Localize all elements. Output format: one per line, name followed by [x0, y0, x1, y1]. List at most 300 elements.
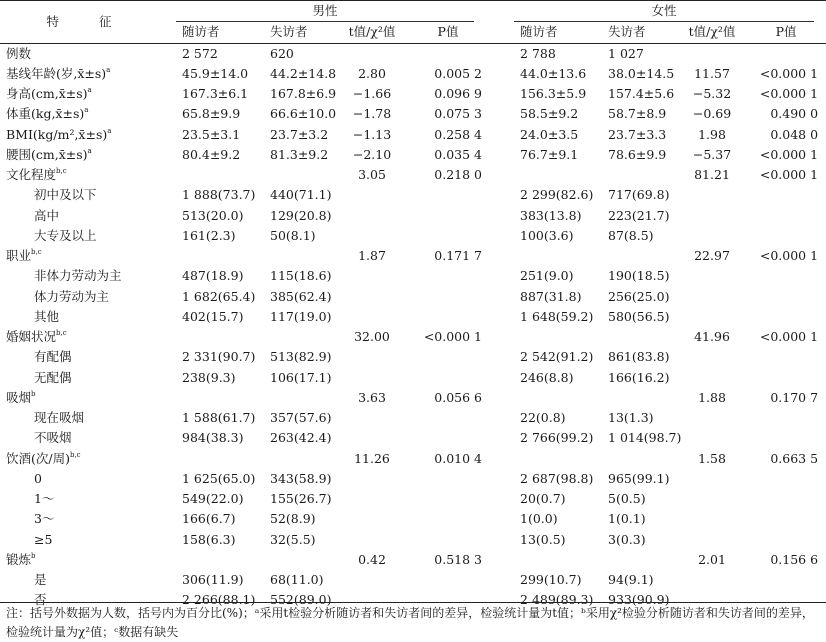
row-label	[0, 368, 158, 388]
row-label-text: 1～	[34, 491, 55, 506]
header-male-followed: 随访者	[158, 22, 254, 43]
cell-male-followed: 984(38.3)	[182, 430, 244, 446]
table-row	[0, 347, 826, 367]
cell-male-pval	[406, 287, 490, 307]
cell-female-followed	[490, 327, 588, 347]
row-label-text: 高中	[34, 207, 60, 223]
cell-male-tstat	[338, 509, 406, 529]
cell-female-lost: 1(0.1)	[608, 511, 646, 527]
cell-female-pval	[746, 469, 826, 489]
cell-male-followed	[158, 449, 254, 469]
cell-male-pval: 0.518 3	[434, 551, 483, 567]
cell-male-lost: 263(42.4)	[270, 430, 332, 446]
cell-female-followed: 383(13.8)	[520, 207, 582, 223]
cell-female-tstat: 22.97	[694, 248, 730, 263]
cell-male-tstat: 1.87	[358, 248, 386, 263]
cell-female-lost: 58.7±8.9	[608, 106, 667, 122]
cell-female-lost	[588, 449, 678, 469]
cell-female-tstat	[678, 206, 746, 226]
table-row	[0, 287, 826, 307]
cell-female-pval: <0.000 1	[759, 86, 819, 101]
cell-female-lost	[588, 165, 678, 185]
row-label-footnote-mark: a	[87, 86, 92, 94]
table-row	[0, 145, 826, 165]
cell-female-pval	[746, 226, 826, 246]
cell-female-tstat: 2.01	[698, 551, 726, 567]
cell-female-lost	[588, 550, 678, 570]
cell-female-tstat	[678, 509, 746, 529]
cell-female-followed: 76.7±9.1	[520, 146, 579, 162]
row-label-text: 文化程度	[6, 167, 57, 182]
cell-female-pval	[746, 43, 826, 64]
cell-female-lost: 23.7±3.3	[608, 126, 667, 142]
row-label-text: 职业	[6, 248, 32, 263]
header-male-pval: P值	[406, 22, 490, 43]
row-label	[0, 327, 158, 347]
row-label-text: BMI(kg/m²,x̄±s)	[6, 126, 108, 142]
table-row	[0, 428, 826, 448]
table-row	[0, 266, 826, 286]
table-row	[0, 185, 826, 205]
row-label-footnote-mark: b,c	[56, 167, 67, 175]
row-label-text: 初中及以下	[34, 187, 97, 203]
cell-male-followed: 161(2.3)	[182, 227, 236, 243]
cell-male-followed: 2 572	[182, 45, 218, 61]
cell-female-lost: 3(0.3)	[608, 531, 646, 547]
cell-male-tstat: −1.13	[352, 126, 392, 142]
cell-male-lost: 81.3±9.2	[270, 146, 329, 162]
cell-male-pval	[406, 408, 490, 428]
cell-male-lost: 32(5.5)	[270, 531, 316, 547]
row-label-text: 无配偶	[34, 369, 72, 385]
cell-male-followed: 238(9.3)	[182, 369, 236, 385]
cell-female-lost: 166(16.2)	[608, 369, 670, 385]
row-label	[0, 246, 158, 266]
row-label-text: 否	[34, 592, 47, 608]
cell-female-pval: 0.170 7	[770, 389, 819, 405]
row-label-text: 吸烟	[6, 389, 32, 405]
row-label	[0, 206, 158, 226]
cell-female-followed	[490, 550, 588, 570]
cell-female-pval: <0.000 1	[759, 65, 819, 81]
row-label-text: ≥5	[34, 531, 53, 547]
cell-female-lost: 157.4±5.6	[608, 86, 675, 101]
row-label-text: 不吸烟	[34, 430, 72, 446]
cell-male-tstat	[338, 266, 406, 286]
row-label-footnote-mark: b,c	[69, 450, 81, 459]
cell-female-tstat	[678, 307, 746, 327]
cell-male-lost	[254, 550, 338, 570]
cell-male-pval	[406, 368, 490, 388]
cell-female-lost: 1 027	[608, 45, 644, 61]
cell-female-tstat	[678, 287, 746, 307]
cell-female-followed: 251(9.0)	[520, 268, 574, 284]
table-row	[0, 550, 826, 570]
cell-female-followed: 2 687(98.8)	[520, 470, 594, 486]
cell-male-tstat	[338, 570, 406, 590]
cell-female-tstat: 1.88	[698, 389, 726, 405]
cell-male-pval: 0.171 7	[434, 248, 483, 263]
cell-female-tstat	[678, 428, 746, 448]
table-row	[0, 388, 826, 408]
cell-female-pval: <0.000 1	[759, 248, 819, 263]
cell-female-followed: 20(0.7)	[520, 491, 566, 506]
row-label-footnote-mark: b	[31, 551, 36, 560]
cell-male-followed: 80.4±9.2	[182, 146, 241, 162]
cell-male-followed	[158, 388, 254, 408]
cell-female-followed: 24.0±3.5	[520, 126, 579, 142]
row-label	[0, 43, 158, 64]
row-label-text: 其他	[34, 308, 60, 324]
cell-male-pval	[406, 509, 490, 529]
table-row	[0, 469, 826, 489]
row-label-footnote-mark: b,c	[56, 329, 67, 337]
row-label	[0, 489, 158, 509]
cell-female-followed: 2 299(82.6)	[520, 187, 594, 203]
row-label-footnote-mark: a	[106, 65, 111, 74]
cell-male-lost	[254, 327, 338, 347]
cell-female-lost: 580(56.5)	[608, 308, 670, 324]
row-label-text: 饮酒(次/周)	[6, 450, 70, 466]
cell-male-tstat: −1.66	[352, 86, 392, 101]
cell-female-followed: 1 648(59.2)	[520, 308, 594, 324]
cell-male-followed: 1 625(65.0)	[182, 470, 256, 486]
cell-female-lost: 38.0±14.5	[608, 65, 675, 81]
row-label	[0, 266, 158, 286]
cell-female-pval	[746, 509, 826, 529]
row-label	[0, 125, 158, 145]
row-label-text: 腰围(cm,x̄±s)	[6, 146, 88, 162]
cell-female-followed: 1(0.0)	[520, 511, 558, 527]
cell-male-tstat: −1.78	[352, 106, 392, 122]
cell-male-tstat: 3.05	[358, 167, 386, 182]
cell-male-tstat: 11.26	[354, 450, 390, 466]
cell-female-followed	[490, 449, 588, 469]
cell-male-lost: 66.6±10.0	[270, 106, 337, 122]
cell-female-tstat	[678, 347, 746, 367]
table-row	[0, 408, 826, 428]
row-label-text: 体力劳动为主	[34, 288, 110, 304]
table-row	[0, 104, 826, 124]
cell-male-pval: 0.010 4	[434, 450, 483, 466]
table-row	[0, 165, 826, 185]
table-row	[0, 84, 826, 104]
cell-male-tstat: 2.80	[358, 65, 386, 81]
cell-male-lost: 385(62.4)	[270, 288, 332, 304]
table-row	[0, 206, 826, 226]
cell-female-lost: 78.6±9.9	[608, 146, 667, 162]
cell-male-pval	[406, 307, 490, 327]
cell-male-pval: 0.035 4	[434, 146, 483, 162]
cell-female-followed: 100(3.6)	[520, 227, 574, 243]
header-feature: 特 征	[0, 1, 158, 44]
cell-male-pval	[406, 530, 490, 550]
cell-male-lost: 44.2±14.8	[270, 65, 337, 81]
cell-female-pval	[746, 347, 826, 367]
cell-male-pval: 0.005 2	[434, 65, 483, 81]
row-label-text: 非体力劳动为主	[34, 268, 122, 284]
cell-female-pval	[746, 428, 826, 448]
cell-male-lost	[254, 165, 338, 185]
cell-male-followed: 23.5±3.1	[182, 126, 241, 142]
cell-female-tstat	[678, 530, 746, 550]
cell-male-followed: 158(6.3)	[182, 531, 236, 547]
cell-male-lost: 343(58.9)	[270, 470, 332, 486]
cell-female-lost: 87(8.5)	[608, 227, 654, 243]
cell-male-lost: 513(82.9)	[270, 349, 332, 365]
cell-male-lost: 155(26.7)	[270, 491, 332, 506]
cell-male-lost: 167.8±6.9	[270, 86, 337, 101]
row-label	[0, 408, 158, 428]
cell-female-lost	[588, 327, 678, 347]
cell-male-tstat	[338, 347, 406, 367]
cell-male-tstat	[338, 206, 406, 226]
cell-male-tstat	[338, 469, 406, 489]
cell-female-lost: 223(21.7)	[608, 207, 670, 223]
cell-male-pval	[406, 347, 490, 367]
cell-female-tstat	[678, 226, 746, 246]
header-male-tstat: t值/χ²值	[338, 22, 406, 43]
cell-female-followed: 58.5±9.2	[520, 106, 579, 122]
cell-female-pval: 0.490 0	[770, 106, 819, 122]
cell-male-pval: 0.218 0	[434, 167, 483, 182]
cell-male-followed: 167.3±6.1	[182, 86, 249, 101]
header-male: 男性	[176, 1, 474, 22]
cell-female-lost: 94(9.1)	[608, 572, 654, 587]
cell-female-lost: 5(0.5)	[608, 491, 646, 506]
cell-male-tstat	[338, 307, 406, 327]
table-row	[0, 368, 826, 388]
cell-male-lost	[254, 388, 338, 408]
cell-female-lost: 1 014(98.7)	[608, 430, 682, 446]
cell-female-tstat: −5.32	[692, 86, 732, 101]
cell-female-pval	[746, 307, 826, 327]
cell-female-lost: 965(99.1)	[608, 470, 670, 486]
cell-male-tstat: 3.63	[358, 389, 386, 405]
row-label	[0, 388, 158, 408]
cell-female-followed: 2 788	[520, 45, 556, 61]
table-row	[0, 64, 826, 84]
cell-male-followed: 166(6.7)	[182, 511, 236, 527]
row-label-text: 现在吸烟	[34, 410, 85, 425]
row-label-text: 大专及以上	[34, 227, 97, 243]
cell-female-followed: 2 766(99.2)	[520, 430, 594, 446]
cell-female-pval	[746, 287, 826, 307]
cell-male-followed: 487(18.9)	[182, 268, 244, 284]
cell-male-lost	[254, 449, 338, 469]
cell-male-tstat	[338, 368, 406, 388]
cell-male-pval: 0.056 6	[434, 389, 483, 405]
cell-female-tstat: −0.69	[692, 106, 732, 122]
cell-female-followed	[490, 388, 588, 408]
row-label	[0, 530, 158, 550]
header-female-tstat: t值/χ²值	[678, 22, 746, 43]
cell-female-lost: 256(25.0)	[608, 288, 670, 304]
table-row	[0, 509, 826, 529]
row-label-footnote-mark: b,c	[31, 248, 42, 256]
cell-male-lost: 115(18.6)	[270, 268, 332, 284]
cell-male-pval	[406, 266, 490, 286]
cell-male-pval	[406, 226, 490, 246]
cell-male-followed	[158, 550, 254, 570]
cell-male-followed: 402(15.7)	[182, 308, 244, 324]
cell-female-lost: 13(1.3)	[608, 410, 654, 425]
cell-female-pval	[746, 368, 826, 388]
cell-female-pval: 0.663 5	[770, 450, 819, 466]
cell-male-lost: 68(11.0)	[270, 572, 324, 587]
row-label	[0, 428, 158, 448]
table-row	[0, 449, 826, 469]
row-label-text: 例数	[6, 45, 32, 61]
cell-female-tstat: 81.21	[694, 167, 730, 182]
cell-male-followed: 2 331(90.7)	[182, 349, 256, 365]
header-female-pval: P值	[746, 22, 826, 43]
cell-male-tstat	[338, 489, 406, 509]
row-label	[0, 226, 158, 246]
cell-male-lost: 23.7±3.2	[270, 126, 329, 142]
cell-male-pval	[406, 489, 490, 509]
cell-female-tstat: 1.58	[698, 450, 726, 466]
cell-male-pval	[406, 206, 490, 226]
row-label-footnote-mark: a	[107, 126, 112, 135]
cell-female-followed: 246(8.8)	[520, 369, 574, 385]
cell-female-followed: 13(0.5)	[520, 531, 566, 547]
cell-male-pval: <0.000 1	[423, 329, 483, 344]
cell-male-lost: 440(71.1)	[270, 187, 332, 203]
row-label	[0, 347, 158, 367]
cell-male-pval: 0.258 4	[434, 126, 483, 142]
row-label-text: 身高(cm,x̄±s)	[6, 86, 88, 101]
cell-male-followed: 2 266(88.1)	[182, 592, 256, 608]
cell-male-tstat	[338, 428, 406, 448]
table-footnote: 注：括号外数据为人数，括号内为百分比(%)；ᵃ采用t检验分析随访者和失访者间的差异，检验统计量为t值；ᵇ采用χ²检验分析随访者和失访者间的差异，检验统计量为χ²值；ᶜ数据有缺失	[0, 602, 826, 642]
cell-female-lost: 933(90.9)	[608, 592, 670, 608]
row-label	[0, 469, 158, 489]
cell-female-pval: <0.000 1	[759, 146, 819, 162]
row-label	[0, 550, 158, 570]
row-label	[0, 84, 158, 104]
table-row	[0, 226, 826, 246]
cell-male-tstat	[338, 43, 406, 64]
row-label	[0, 185, 158, 205]
cell-male-followed	[158, 165, 254, 185]
cell-male-lost: 117(19.0)	[270, 308, 332, 324]
cell-male-followed	[158, 246, 254, 266]
cell-male-followed: 45.9±14.0	[182, 65, 249, 81]
cell-female-pval	[746, 570, 826, 590]
cell-male-pval	[406, 43, 490, 64]
row-label	[0, 570, 158, 590]
table-row	[0, 489, 826, 509]
cell-male-lost	[254, 246, 338, 266]
cell-male-followed: 1 588(61.7)	[182, 410, 256, 425]
cell-female-pval: 0.156 6	[770, 551, 819, 567]
row-label	[0, 509, 158, 529]
cell-female-tstat	[678, 368, 746, 388]
cell-male-lost: 129(20.8)	[270, 207, 332, 223]
cell-female-followed: 299(10.7)	[520, 572, 582, 587]
table-row	[0, 43, 826, 64]
table-row	[0, 570, 826, 590]
cell-female-followed: 2 489(89.3)	[520, 592, 594, 608]
row-label	[0, 449, 158, 469]
cell-female-pval	[746, 266, 826, 286]
cell-female-tstat: 41.96	[694, 329, 730, 344]
table-row	[0, 530, 826, 550]
cell-female-tstat: 1.98	[698, 126, 726, 142]
cell-male-pval	[406, 570, 490, 590]
row-label	[0, 104, 158, 124]
cell-female-pval	[746, 489, 826, 509]
header-male-lost: 失访者	[254, 22, 338, 43]
row-label	[0, 287, 158, 307]
row-label-footnote-mark: a	[87, 146, 92, 155]
cell-female-pval: <0.000 1	[759, 167, 819, 182]
cell-male-followed: 513(20.0)	[182, 207, 244, 223]
cell-female-pval: 0.048 0	[770, 126, 819, 142]
cell-male-pval: 0.096 9	[434, 86, 483, 101]
cell-female-lost	[588, 388, 678, 408]
cell-female-followed: 44.0±13.6	[520, 65, 587, 81]
row-label-text: 3～	[34, 511, 55, 527]
row-label-text: 基线年龄(岁,x̄±s)	[6, 65, 107, 81]
cell-male-tstat: 0.42	[358, 551, 386, 567]
row-label-text: 婚姻状况	[6, 329, 57, 344]
row-label-text: 有配偶	[34, 349, 72, 365]
cell-male-followed	[158, 327, 254, 347]
cell-female-tstat	[678, 489, 746, 509]
cell-female-followed: 2 542(91.2)	[520, 349, 594, 365]
cell-female-tstat	[678, 469, 746, 489]
cell-male-lost: 357(57.6)	[270, 410, 332, 425]
cell-female-followed: 156.3±5.9	[520, 86, 587, 101]
cell-male-pval	[406, 185, 490, 205]
cell-male-lost: 52(8.9)	[270, 511, 316, 527]
cell-female-lost: 861(83.8)	[608, 349, 670, 365]
cell-male-pval	[406, 469, 490, 489]
cell-female-followed	[490, 165, 588, 185]
cell-male-followed: 65.8±9.9	[182, 106, 241, 122]
cell-male-tstat	[338, 530, 406, 550]
cell-female-followed	[490, 246, 588, 266]
cell-female-tstat	[678, 570, 746, 590]
cell-male-pval	[406, 428, 490, 448]
cell-female-tstat: 11.57	[694, 65, 730, 81]
header-female: 女性	[514, 1, 814, 22]
cell-female-pval	[746, 206, 826, 226]
cell-female-tstat	[678, 266, 746, 286]
row-label-footnote-mark: b	[31, 389, 36, 398]
table-body	[0, 43, 826, 611]
cell-male-tstat: 32.00	[354, 329, 390, 344]
row-label-text: 0	[34, 470, 42, 486]
cell-female-tstat	[678, 408, 746, 428]
cell-male-lost: 552(89.0)	[270, 592, 332, 608]
cell-male-followed: 306(11.9)	[182, 572, 244, 587]
row-label	[0, 64, 158, 84]
cell-male-tstat: −2.10	[352, 146, 392, 162]
cell-male-lost: 106(17.1)	[270, 369, 332, 385]
cell-male-lost: 620	[270, 45, 294, 61]
cell-male-followed: 549(22.0)	[182, 491, 244, 506]
cell-female-followed: 887(31.8)	[520, 288, 582, 304]
table-row	[0, 125, 826, 145]
cell-male-followed: 1 682(65.4)	[182, 288, 256, 304]
cell-male-lost: 50(8.1)	[270, 227, 316, 243]
header-female-lost: 失访者	[588, 22, 678, 43]
cell-male-tstat	[338, 185, 406, 205]
cell-male-tstat	[338, 408, 406, 428]
